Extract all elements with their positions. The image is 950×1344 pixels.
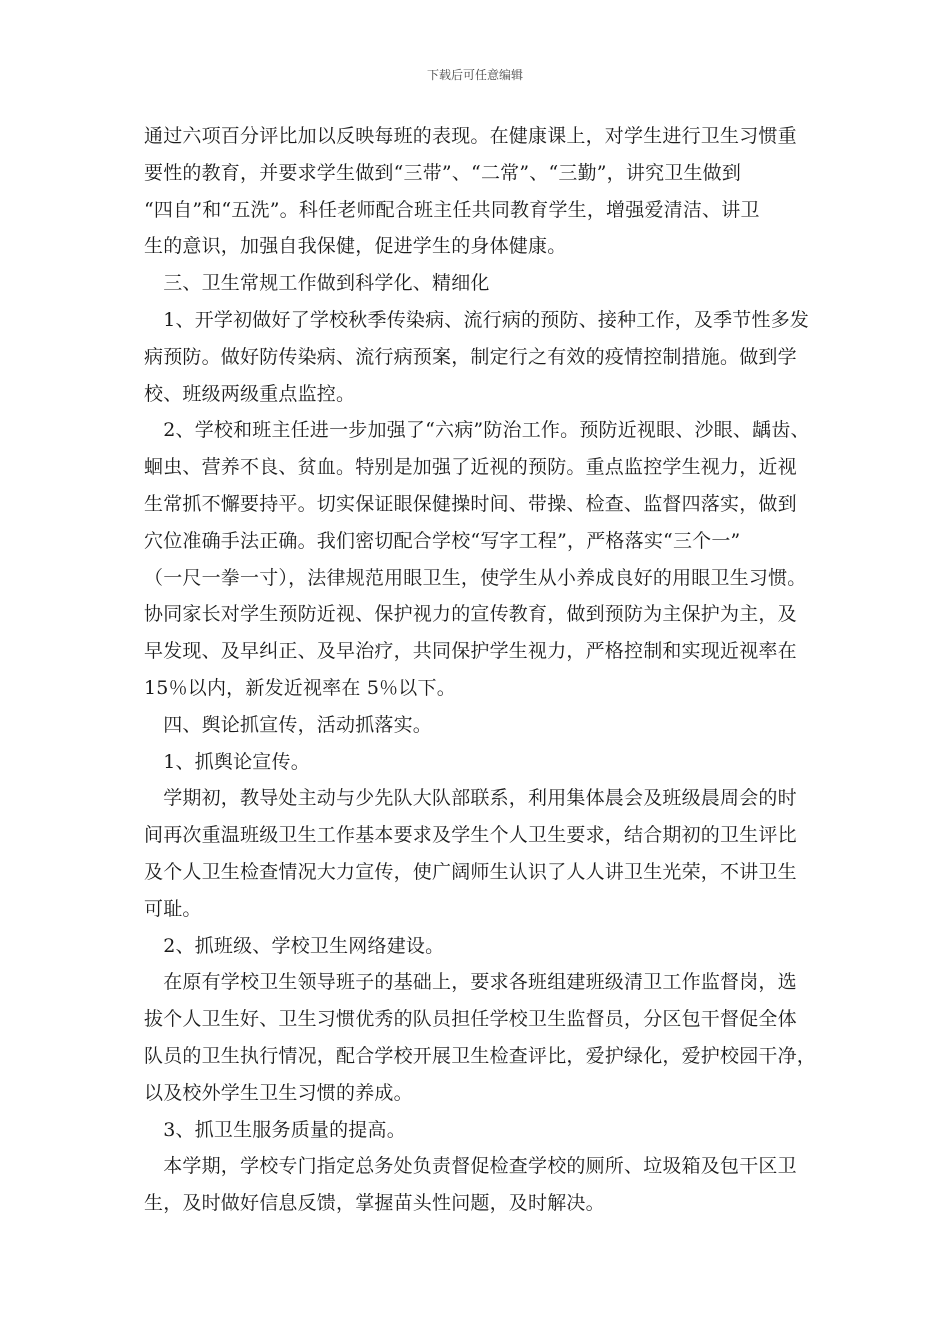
text-line: 早发现、及早纠正、及早治疗，共同保护学生视力，严格控制和实现近视率在	[144, 640, 797, 663]
subsection-heading: 3、抓卫生服务质量的提高。	[144, 1118, 406, 1141]
text-line: 拔个人卫生好、卫生习惯优秀的队员担任学校卫生监督员，分区包干督促全体	[144, 1008, 797, 1031]
subsection-heading: 2、抓班级、学校卫生网络建设。	[144, 934, 445, 957]
text-line: 要性的教育，并要求学生做到“三带”、“二常”、“三勤”，讲究卫生做到	[144, 161, 742, 184]
text-line: 蛔虫、营养不良、贫血。特别是加强了近视的预防。重点监控学生视力，近视	[144, 456, 797, 479]
text-line: 校、班级两级重点监控。	[144, 382, 356, 405]
text-line: 生，及时做好信息反馈，掌握苗头性问题，及时解决。	[144, 1192, 605, 1215]
subsection-heading: 1、抓舆论宣传。	[144, 750, 310, 773]
text-line: 可耻。	[144, 897, 202, 920]
text-line: 病预防。做好防传染病、流行病预案，制定行之有效的疫情控制措施。做到学	[144, 345, 797, 368]
document-body	[144, 118, 824, 1222]
text-line: 以及校外学生卫生习惯的养成。	[144, 1081, 413, 1104]
text-line: 及个人卫生检查情况大力宣传，使广阔师生认识了人人讲卫生光荣，不讲卫生	[144, 860, 797, 883]
text-line: 在原有学校卫生领导班子的基础上，要求各班组建班级清卫工作监督岗，选	[144, 971, 797, 994]
page-header: 下载后可任意编辑	[426, 68, 523, 82]
text-line: 生常抓不懈要持平。切实保证眼保健操时间、带操、检查、监督四落实，做到	[144, 492, 797, 515]
text-line: 队员的卫生执行情况，配合学校开展卫生检查评比，爱护绿化，爱护校园干净，	[144, 1044, 817, 1067]
section-heading: 三、卫生常规工作做到科学化、精细化	[144, 272, 490, 295]
section-heading: 四、舆论抓宣传，活动抓落实。	[144, 713, 433, 736]
text-line: “四自”和“五洗”。科任老师配合班主任共同教育学生，增强爱清洁、讲卫	[144, 198, 760, 221]
text-line: 学期初，教导处主动与少先队大队部联系，利用集体晨会及班级晨周会的时	[144, 787, 797, 810]
text-line: 2、学校和班主任进一步加强了“六病”防治工作。预防近视眼、沙眼、龋齿、	[144, 419, 810, 442]
text-line: 1、开学初做好了学校秋季传染病、流行病的预防、接种工作，及季节性多发	[144, 308, 810, 331]
text-line: （一尺一拳一寸），法律规范用眼卫生，使学生从小养成良好的用眼卫生习惯。	[144, 566, 807, 589]
text-line: 本学期，学校专门指定总务处负责督促检查学校的厕所、垃圾箱及包干区卫	[144, 1155, 797, 1178]
text-line: 15％以内，新发近视率在 5％以下。	[144, 676, 456, 699]
text-line: 协同家长对学生预防近视、保护视力的宣传教育，做到预防为主保护为主，及	[144, 603, 797, 626]
text-line: 生的意识，加强自我保健，促进学生的身体健康。	[144, 235, 567, 258]
text-line: 间再次重温班级卫生工作基本要求及学生个人卫生要求，结合期初的卫生评比	[144, 824, 797, 847]
text-line: 通过六项百分评比加以反映每班的表现。在健康课上，对学生进行卫生习惯重	[144, 125, 797, 147]
text-line: 穴位准确手法正确。我们密切配合学校“写字工程”，严格落实“三个一”	[144, 529, 741, 552]
